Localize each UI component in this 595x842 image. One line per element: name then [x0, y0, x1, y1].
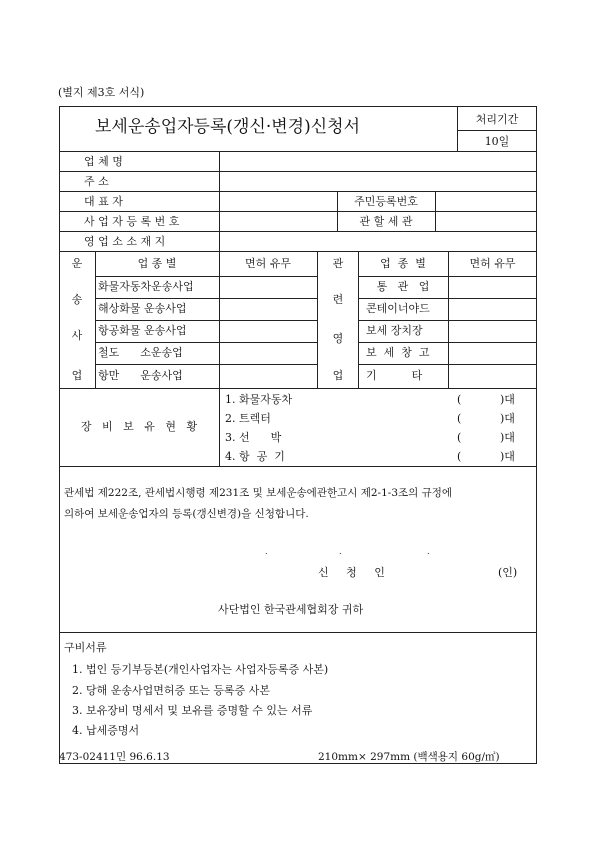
related-type-4: 보 세 창 고 — [366, 346, 430, 359]
related-license-field-1[interactable] — [449, 277, 536, 298]
equipment-count-unit-4: )대 — [500, 450, 515, 463]
transport-license-header: 면허 유무 — [244, 257, 291, 270]
equipment-label: 장 비 보 유 현 황 — [80, 420, 198, 433]
representative-label: 대 표 자 — [84, 195, 123, 208]
business-registration-label: 사 업 자 등 록 번 호 — [84, 215, 180, 228]
equipment-count-field-3[interactable] — [464, 430, 498, 445]
office-location-label: 영 업 소 소 재 지 — [84, 235, 166, 248]
transport-license-field-2[interactable] — [220, 299, 316, 320]
related-side-label-1: 관 — [332, 257, 344, 270]
related-license-field-3[interactable] — [449, 321, 536, 342]
transport-license-field-5[interactable] — [220, 365, 316, 387]
addressee: 사단법인 한국관세협회장 귀하 — [218, 603, 364, 616]
company-name-field[interactable] — [220, 152, 536, 171]
transport-type-1: 화물자동차운송사업 — [98, 280, 194, 293]
transport-side-label-2: 송 — [71, 293, 83, 306]
related-side-label-2: 련 — [332, 293, 344, 306]
document-item-4: 4. 납세증명서 — [72, 724, 140, 737]
applicant-seal: (인) — [498, 566, 518, 579]
customs-office-field[interactable] — [436, 212, 536, 231]
footer-form-code: 473-02411민 96.6.13 — [59, 751, 170, 763]
equipment-count-open-2: ( — [457, 412, 462, 425]
customs-office-label: 관 할 세 관 — [359, 215, 413, 228]
address-label: 주 소 — [84, 175, 109, 188]
equipment-count-open-4: ( — [457, 450, 462, 463]
related-license-header: 면허 유무 — [469, 257, 516, 270]
footer-paper-size: 210mm× 297mm (백색용지 60g/㎡) — [318, 751, 500, 763]
transport-type-5: 항만 운송사업 — [98, 369, 183, 382]
transport-side-label-3: 사 — [71, 329, 83, 342]
statement-line-2: 의하여 보세운송업자의 등록(갱신변경)을 신청합니다. — [64, 508, 309, 520]
transport-side-label-1: 운 — [71, 257, 83, 270]
form-label: (별지 제3호 서식) — [58, 86, 145, 99]
equipment-item-2: 2. 트렉터 — [225, 412, 271, 425]
statement-line-1: 관세법 제222조, 관세법시행령 제231조 및 보세운송에관한고시 제2-1-3조의 규정에 — [64, 487, 453, 499]
documents-title: 구비서류 — [64, 641, 107, 654]
related-license-field-4[interactable] — [449, 343, 536, 364]
equipment-count-unit-1: )대 — [500, 393, 515, 406]
form-title: 보세운송업자등록(갱신·변경)신청서 — [95, 117, 360, 137]
transport-license-field-1[interactable] — [220, 277, 316, 298]
related-side-label-3: 영 — [332, 332, 344, 345]
applicant-signature-field[interactable] — [400, 563, 495, 581]
related-type-3: 보세 장치장 — [366, 324, 423, 337]
office-location-field[interactable] — [220, 232, 536, 251]
equipment-item-1: 1. 화물자동차 — [225, 393, 293, 406]
processing-period-value: 10일 — [484, 135, 510, 148]
resident-number-label: 주민등록번호 — [354, 195, 418, 208]
date-day-mark: . — [427, 547, 430, 556]
equipment-count-field-2[interactable] — [464, 411, 498, 426]
business-registration-field[interactable] — [220, 212, 336, 231]
related-type-1: 통 관 업 — [376, 280, 430, 293]
equipment-count-open-3: ( — [457, 431, 462, 444]
processing-period-label: 처리기간 — [475, 113, 519, 126]
transport-type-2: 해상화물 운송사업 — [98, 302, 187, 315]
equipment-count-field-4[interactable] — [464, 449, 498, 464]
equipment-count-unit-2: )대 — [500, 412, 515, 425]
transport-type-4: 철도 소운송업 — [98, 346, 183, 359]
document-item-1: 1. 법인 등기부등본(개인사업자는 사업자등록증 사본) — [72, 663, 329, 676]
document-item-2: 2. 당해 운송사업면허증 또는 등록증 사본 — [72, 684, 270, 697]
equipment-count-field-1[interactable] — [464, 392, 498, 407]
applicant-label: 신 청 인 — [318, 566, 385, 579]
transport-license-field-3[interactable] — [220, 321, 316, 342]
company-name-label: 업 체 명 — [84, 155, 123, 168]
equipment-count-open-1: ( — [457, 393, 462, 406]
transport-license-field-4[interactable] — [220, 343, 316, 364]
related-side-label-4: 업 — [332, 369, 344, 382]
transport-side-label-4: 업 — [71, 369, 83, 382]
related-type-2: 콘테이너야드 — [366, 302, 430, 315]
document-item-3: 3. 보유장비 명세서 및 보유를 증명할 수 있는 서류 — [72, 704, 313, 717]
equipment-count-unit-3: )대 — [500, 431, 515, 444]
date-year-mark: . — [265, 547, 268, 556]
equipment-item-4: 4. 항 공 기 — [225, 450, 285, 463]
related-license-field-2[interactable] — [449, 299, 536, 320]
address-field[interactable] — [220, 172, 536, 191]
transport-type-3: 항공화물 운송사업 — [98, 324, 187, 337]
related-type-header: 업 종 별 — [380, 257, 426, 270]
representative-field[interactable] — [220, 192, 336, 211]
date-month-mark: . — [339, 547, 342, 556]
resident-number-field[interactable] — [436, 192, 536, 211]
related-type-5: 기 타 — [366, 369, 423, 382]
related-license-field-5[interactable] — [449, 365, 536, 387]
transport-type-header: 업 종 별 — [137, 257, 177, 270]
equipment-item-3: 3. 선 박 — [225, 431, 282, 444]
